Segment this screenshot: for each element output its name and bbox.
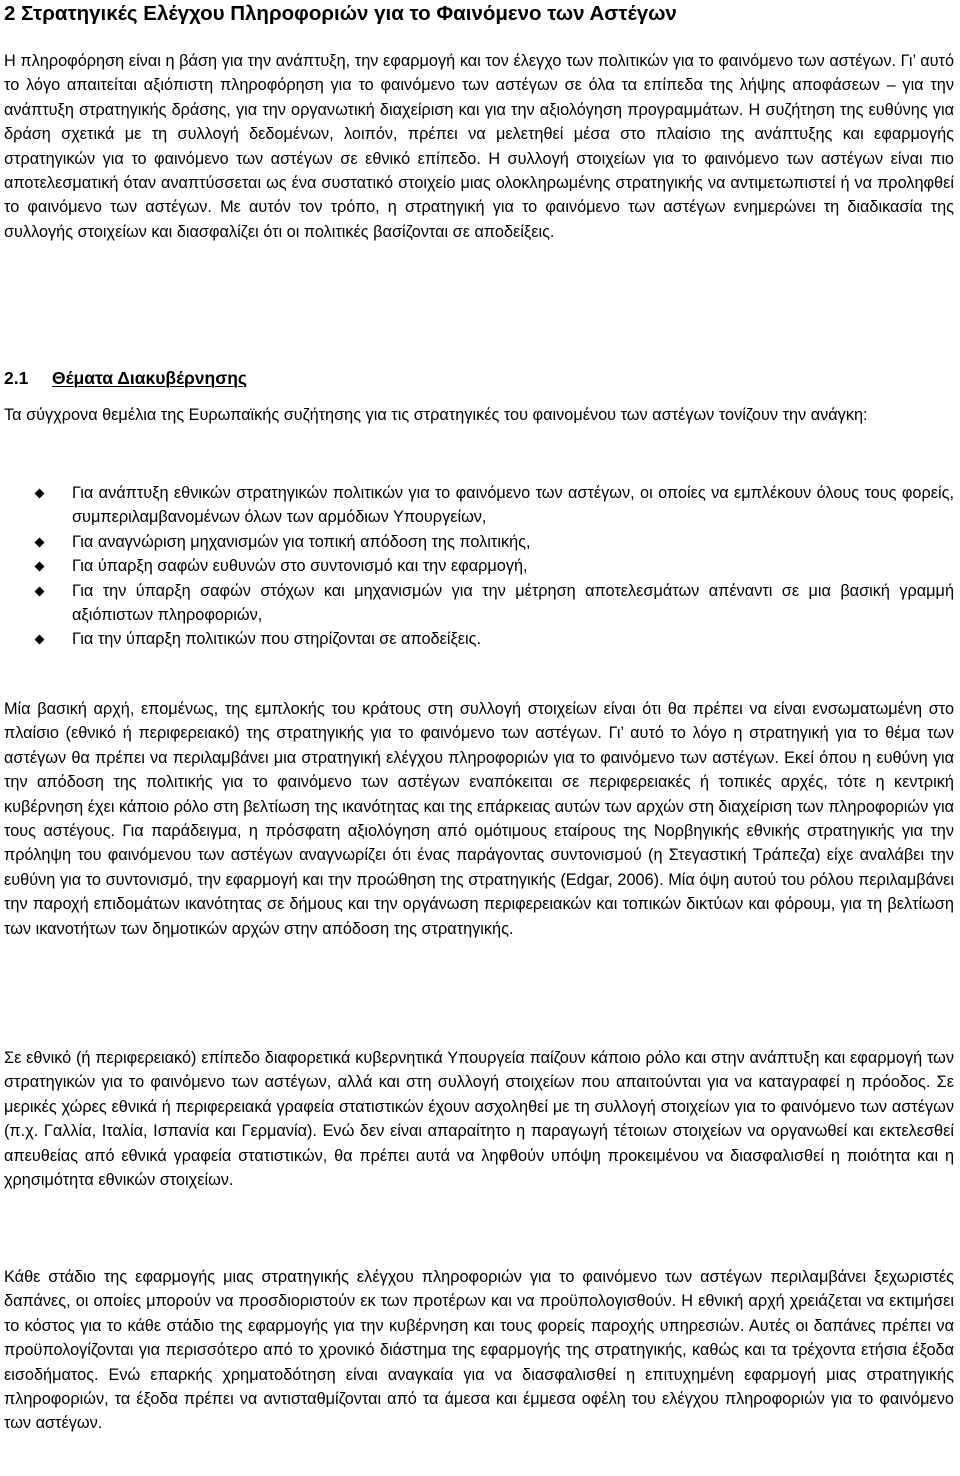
subsection-lead-paragraph: Τα σύγχρονα θεμέλια της Ευρωπαϊκής συζήτησης για τις στρατηγικές του φαινομένου των αστέγων τονίζουν την ανάγκη:: [4, 406, 868, 424]
diamond-bullet-icon: [35, 489, 45, 499]
subsection-title: Θέματα Διακυβέρνησης: [52, 368, 247, 388]
intro-paragraph: Η πληροφόρηση είναι η βάση για την ανάπτυξη, την εφαρμογή και τον έλεγχο των πολιτικών για το φαινόμενο των αστέγων. Γι’ αυτό το λόγο απαιτείται αξιόπιστη πληροφόρηση για το φαινόμενο των αστέγων σε όλα τα επίπεδα της λήψης αποφάσεων – για την ανάπτυξη στρατηγικής δράσης, για την οργανωτική διαχείριση και για την αξιολόγηση προγραμμάτων. Η συζήτηση της ευθύνης για δράση σχετικά με τη συλλογή δεδομένων, λοιπόν, πρέπει να μελετηθεί μέσα στο πλαίσιο της ανάπτυξης και εφαρμογής στρατηγικών για το φαινόμενο των αστέγων σε εθνικό επίπεδο. Η συλλογή στοιχείων για το φαινόμενο των αστέγων είναι πιο αποτελεσματική όταν αναπτύσσεται ως ένα συστατικό στοιχείο μιας ολοκληρωμένης στρατηγικής να αντιμετωπιστεί ή να προληφθεί το φαινόμενο των αστέγων. Με αυτόν τον τρόπο, η στρατηγική για το φαινόμενο των αστέγων ενημερώνει τη διαδικασία της συλλογής στοιχείων και διασφαλίζει ότι οι πολιτικές βασίζονται σε αποδείξεις.: [4, 52, 954, 241]
list-item: [4, 627, 954, 651]
list-item: [4, 579, 954, 628]
body-paragraph: Μία βασική αρχή, επομένως, της εμπλοκής του κράτους στη συλλογή στοιχείων είναι ότι θα πρέπει να είναι ενσωματωμένη στο πλαίσιο (εθνικό ή περιφερειακό) της στρατηγικής για το φαινόμενο των αστέγων. Γι’ αυτό το λόγο η στρατηγική για το θέμα των αστέγων θα πρέπει να περιλαμβάνει μια στρατηγική ελέγχου πληροφοριών για το φαινόμενο των αστέγων. Εκεί όπου η ευθύνη για την απόδοση της πολιτικής για το φαινόμενο των αστέγων εναπόκειται σε περιφερειακές ή τοπικές αρχές, τότε η κεντρική κυβέρνηση έχει κάποιο ρόλο στη βελτίωση της ικανότητας και της επάρκειας αυτών των αρχών στη διαχείριση των πληροφοριών για τους αστέγους. Για παράδειγμα, η πρόσφατη αξιολόγηση από ομότιμους εταίρους της Νορβηγικής εθνικής στρατηγικής για την πρόληψη του φαινόμενου των αστέγων αναγνωρίζει ότι ένας παράγοντας συντονισμού (η Στεγαστική Τράπεζα) είχε αναλάβει την ευθύνη για το συντονισμό, την εφαρμογή και την προώθηση της στρατηγικής (Edgar, 2006). Μία όψη αυτού του ρόλου περιλαμβάνει την παροχή επιδομάτων ικανότητας σε δήμους και την οργάνωση περιφερειακών και τοπικών δικτύων και φόρουμ, για τη βελτίωση των ικανοτήτων των δημοτικών αρχών στην απόδοση της στρατηγικής.: [4, 700, 954, 938]
list-item-text: Για ανάπτυξη εθνικών στρατηγικών πολιτικών για το φαινόμενο των αστέγων, οι οποίες να εμπλέκουν όλους τους φορείς, συμπεριλαμβανομένων όλων των αρμόδιων Υπουργείων,: [72, 484, 954, 527]
diamond-bullet-icon: [35, 586, 45, 596]
list-item-text: Για την ύπαρξη πολιτικών που στηρίζονται σε αποδείξεις.: [72, 630, 482, 649]
diamond-bullet-icon: [35, 562, 45, 572]
needs-bullet-list: [4, 481, 954, 652]
subsection-number: 2.1: [4, 368, 29, 388]
list-item: [4, 554, 954, 578]
subsection-heading: [4, 368, 247, 389]
body-paragraph: Σε εθνικό (ή περιφερειακό) επίπεδο διαφορετικά κυβερνητικά Υπουργεία παίζουν κάποιο ρόλο και στην ανάπτυξη και εφαρμογή των στρατηγικών για το φαινόμενο των αστέγων, αλλά και στη συλλογή στοιχείων που απαιτούνται για να καταγραφεί η πρόοδος. Σε μερικές χώρες εθνικά ή περιφερειακά γραφεία στατιστικών έχουν ασχοληθεί με τη συλλογή στοιχείων για το φαινόμενο των αστέγων (π.χ. Γαλλία, Ιταλία, Ισπανία και Γερμανία). Ενώ δεν είναι απαραίτητο η παραγωγή τέτοιων στοιχείων να οργανωθεί και εκτελεσθεί απευθείας από εθνικά γραφεία στατιστικών, θα πρέπει αυτά να ληφθούν υπόψη προκειμένου να διασφαλισθεί η ποιότητα και η χρησιμότητα εθνικών στοιχείων.: [4, 1049, 954, 1190]
list-item: [4, 481, 954, 530]
section-title: 2 Στρατηγικές Ελέγχου Πληροφοριών για το Φαινόμενο των Αστέγων: [4, 2, 677, 25]
list-item-text: Για ύπαρξη σαφών ευθυνών στο συντονισμό και την εφαρμογή,: [72, 557, 528, 576]
diamond-bullet-icon: [35, 635, 45, 645]
list-item-text: Για αναγνώριση μηχανισμών για τοπική απόδοση της πολιτικής,: [72, 532, 531, 551]
diamond-bullet-icon: [35, 537, 45, 547]
list-item-text: Για την ύπαρξη σαφών στόχων και μηχανισμών για την μέτρηση αποτελεσμάτων απέναντι σε μια βασική γραμμή αξιόπιστων πληροφοριών,: [72, 581, 954, 625]
body-paragraph: Κάθε στάδιο της εφαρμογής μιας στρατηγικής ελέγχου πληροφοριών για το φαινόμενο των αστέγων περιλαμβάνει ξεχωριστές δαπάνες, οι οποίες μπορούν να προσδιοριστούν εκ των προτέρων και να προϋπολογισθούν. Η εθνική αρχή χρειάζεται να εκτιμήσει το κόστος για το κάθε στάδιο της εφαρμογής για την κυβέρνηση και τους φορείς παροχής υπηρεσιών. Αυτές οι δαπάνες πρέπει να προϋπολογίζονται για περισσότερο από το χρονικό διάστημα της εφαρμογής της στρατηγικής, καθώς και τα τρέχοντα ετήσια έξοδα εισοδήματος. Ενώ επαρκής χρηματοδότηση είναι αναγκαία για να διασφαλισθεί η επιτυχημένη εφαρμογή μιας στρατηγικής πληροφοριών, τα έξοδα πρέπει να αντισταθμίζονται από τα άμεσα και έμμεσα οφέλη του ελέγχου πληροφοριών για το φαινόμενο των αστέγων.: [4, 1268, 954, 1433]
list-item: [4, 530, 954, 554]
